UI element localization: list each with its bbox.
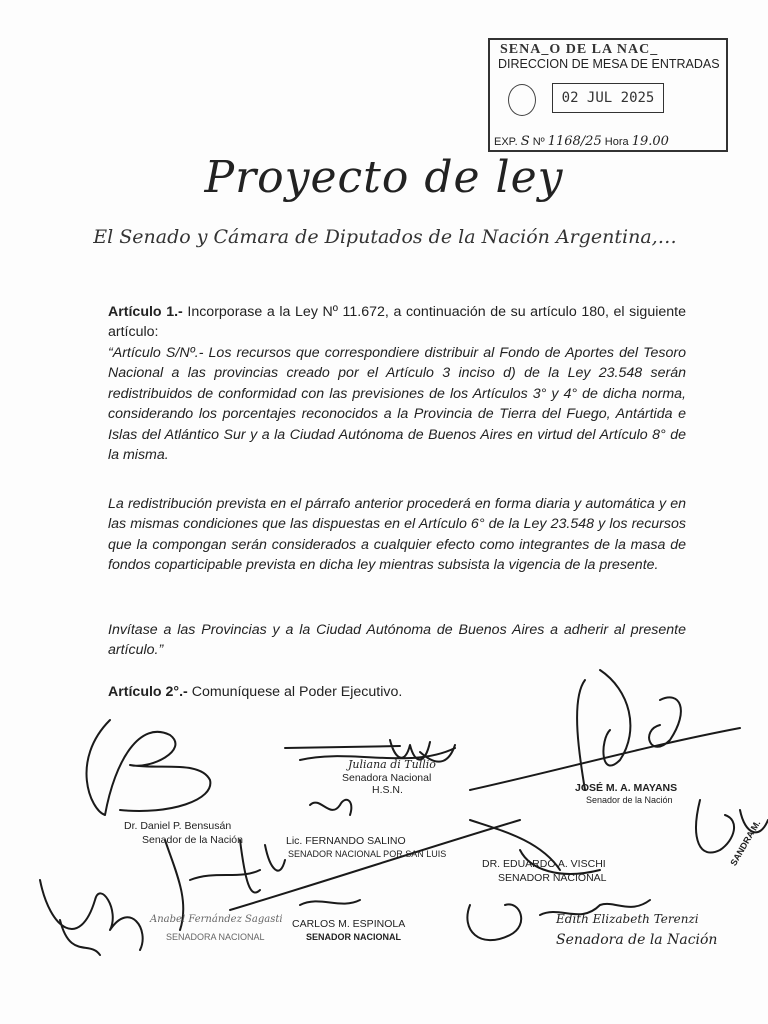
- exp-number: 1168/25: [547, 134, 602, 149]
- document-title: Proyecto de ley: [204, 152, 564, 203]
- vischi-name: DR. EDUARDO A. VISCHI: [482, 858, 606, 870]
- signature-espinola: [300, 900, 360, 905]
- reception-stamp: [488, 38, 728, 152]
- gonzalez-title: SENADORA NACIONAL: [166, 932, 265, 942]
- signature-crossing-stroke: [230, 820, 520, 910]
- bensusan-title: Senador de la Nación: [142, 834, 243, 846]
- hora-value: 19.00: [631, 134, 669, 149]
- signature-mayans: [470, 670, 740, 790]
- terenzi-name: Edith Elizabeth Terenzi: [556, 912, 699, 926]
- stamp-senate-label: SENA_O DE LA NAC_: [500, 42, 659, 57]
- stamp-file-number: [494, 134, 669, 149]
- salino-title: SENADOR NACIONAL POR SAN LUIS: [288, 849, 447, 859]
- article-1-quote-paragraph-3: Invítase a las Provincias y a la Ciudad Autónoma de Buenos Aires a adherir al presente artículo.”: [108, 622, 686, 659]
- exp-s: S: [520, 134, 530, 149]
- sandra-name: SANDRA M.: [728, 818, 763, 868]
- signature-salino: [310, 800, 351, 815]
- gonzalez-name: Anabel Fernández Sagasti: [150, 914, 283, 925]
- mayans-name: JOSÉ M. A. MAYANS: [575, 782, 678, 794]
- salino-name: Lic. FERNANDO SALINO: [286, 835, 406, 847]
- stamp-office-label: DIRECCION DE MESA DE ENTRADAS: [498, 57, 720, 71]
- article-1-label: Artículo 1.-: [108, 304, 183, 320]
- terenzi-title: Senadora de la Nación: [556, 932, 718, 948]
- article-1-intro-text: Incorporase a la Ley Nº 11.672, a continuación de su artículo 180, el siguiente artículo:: [108, 304, 686, 341]
- article-2-text: Comuníquese al Poder Ejecutivo.: [191, 684, 403, 700]
- article-1-intro: [108, 302, 686, 343]
- article-2-label: Artículo 2°.-: [108, 684, 188, 700]
- espinola-title: SENADOR NACIONAL: [306, 932, 402, 942]
- hora-label: Hora: [604, 136, 629, 148]
- coat-of-arms-icon: [508, 84, 536, 116]
- exp-label: EXP.: [494, 136, 518, 148]
- tullio-title: Senadora Nacional: [342, 772, 432, 784]
- mayans-title: Senador de la Nación: [586, 795, 673, 805]
- article-1-quote-paragraph-2: La redistribución prevista en el párrafo anterior procederá en forma diaria y automática y en las mismas condiciones que las dispuestas en el Artículo 6° de la Ley 23.548 y los recursos que la compongan serán considerados a cualquier efecto como integrantes de la masa de fondos coparticipable prevista en dicha ley mientras subsista la vigencia de la presente.: [108, 496, 686, 574]
- document-subtitle: El Senado y Cámara de Diputados de la Nación Argentina,…: [93, 226, 677, 248]
- bensusan-name: Dr. Daniel P. Bensusán: [124, 820, 232, 832]
- espinola-name: CARLOS M. ESPINOLA: [292, 918, 406, 930]
- signature-gonzalez: [40, 880, 143, 955]
- tullio-org: H.S.N.: [372, 784, 403, 796]
- tullio-name: Juliana di Tullio: [348, 758, 436, 771]
- exp-n-label: Nº: [532, 136, 545, 148]
- stamp-date: 02 JUL 2025: [552, 83, 664, 113]
- article-1-quote-paragraph-1: “Artículo S/Nº.- Los recursos que correspondiere distribuir al Fondo de Aportes del Tesoro Nacional a las provincias creado por el Artículo 3 inciso d) de la Ley 23.548 serán redistribuidos de conformidad con las previsiones de los Artículos 3° y 4° de dicha norma, considerando los porcentajes reconocidos a la Provincia de Tierra del Fuego, Antártida e Islas del Atlántico Sur y a la Ciudad Autónoma de Buenos Aires en virtud del Artículo 8° de la misma.: [108, 345, 686, 464]
- signature-bensusan: [87, 720, 211, 815]
- vischi-title: SENADOR NACIONAL: [498, 872, 607, 884]
